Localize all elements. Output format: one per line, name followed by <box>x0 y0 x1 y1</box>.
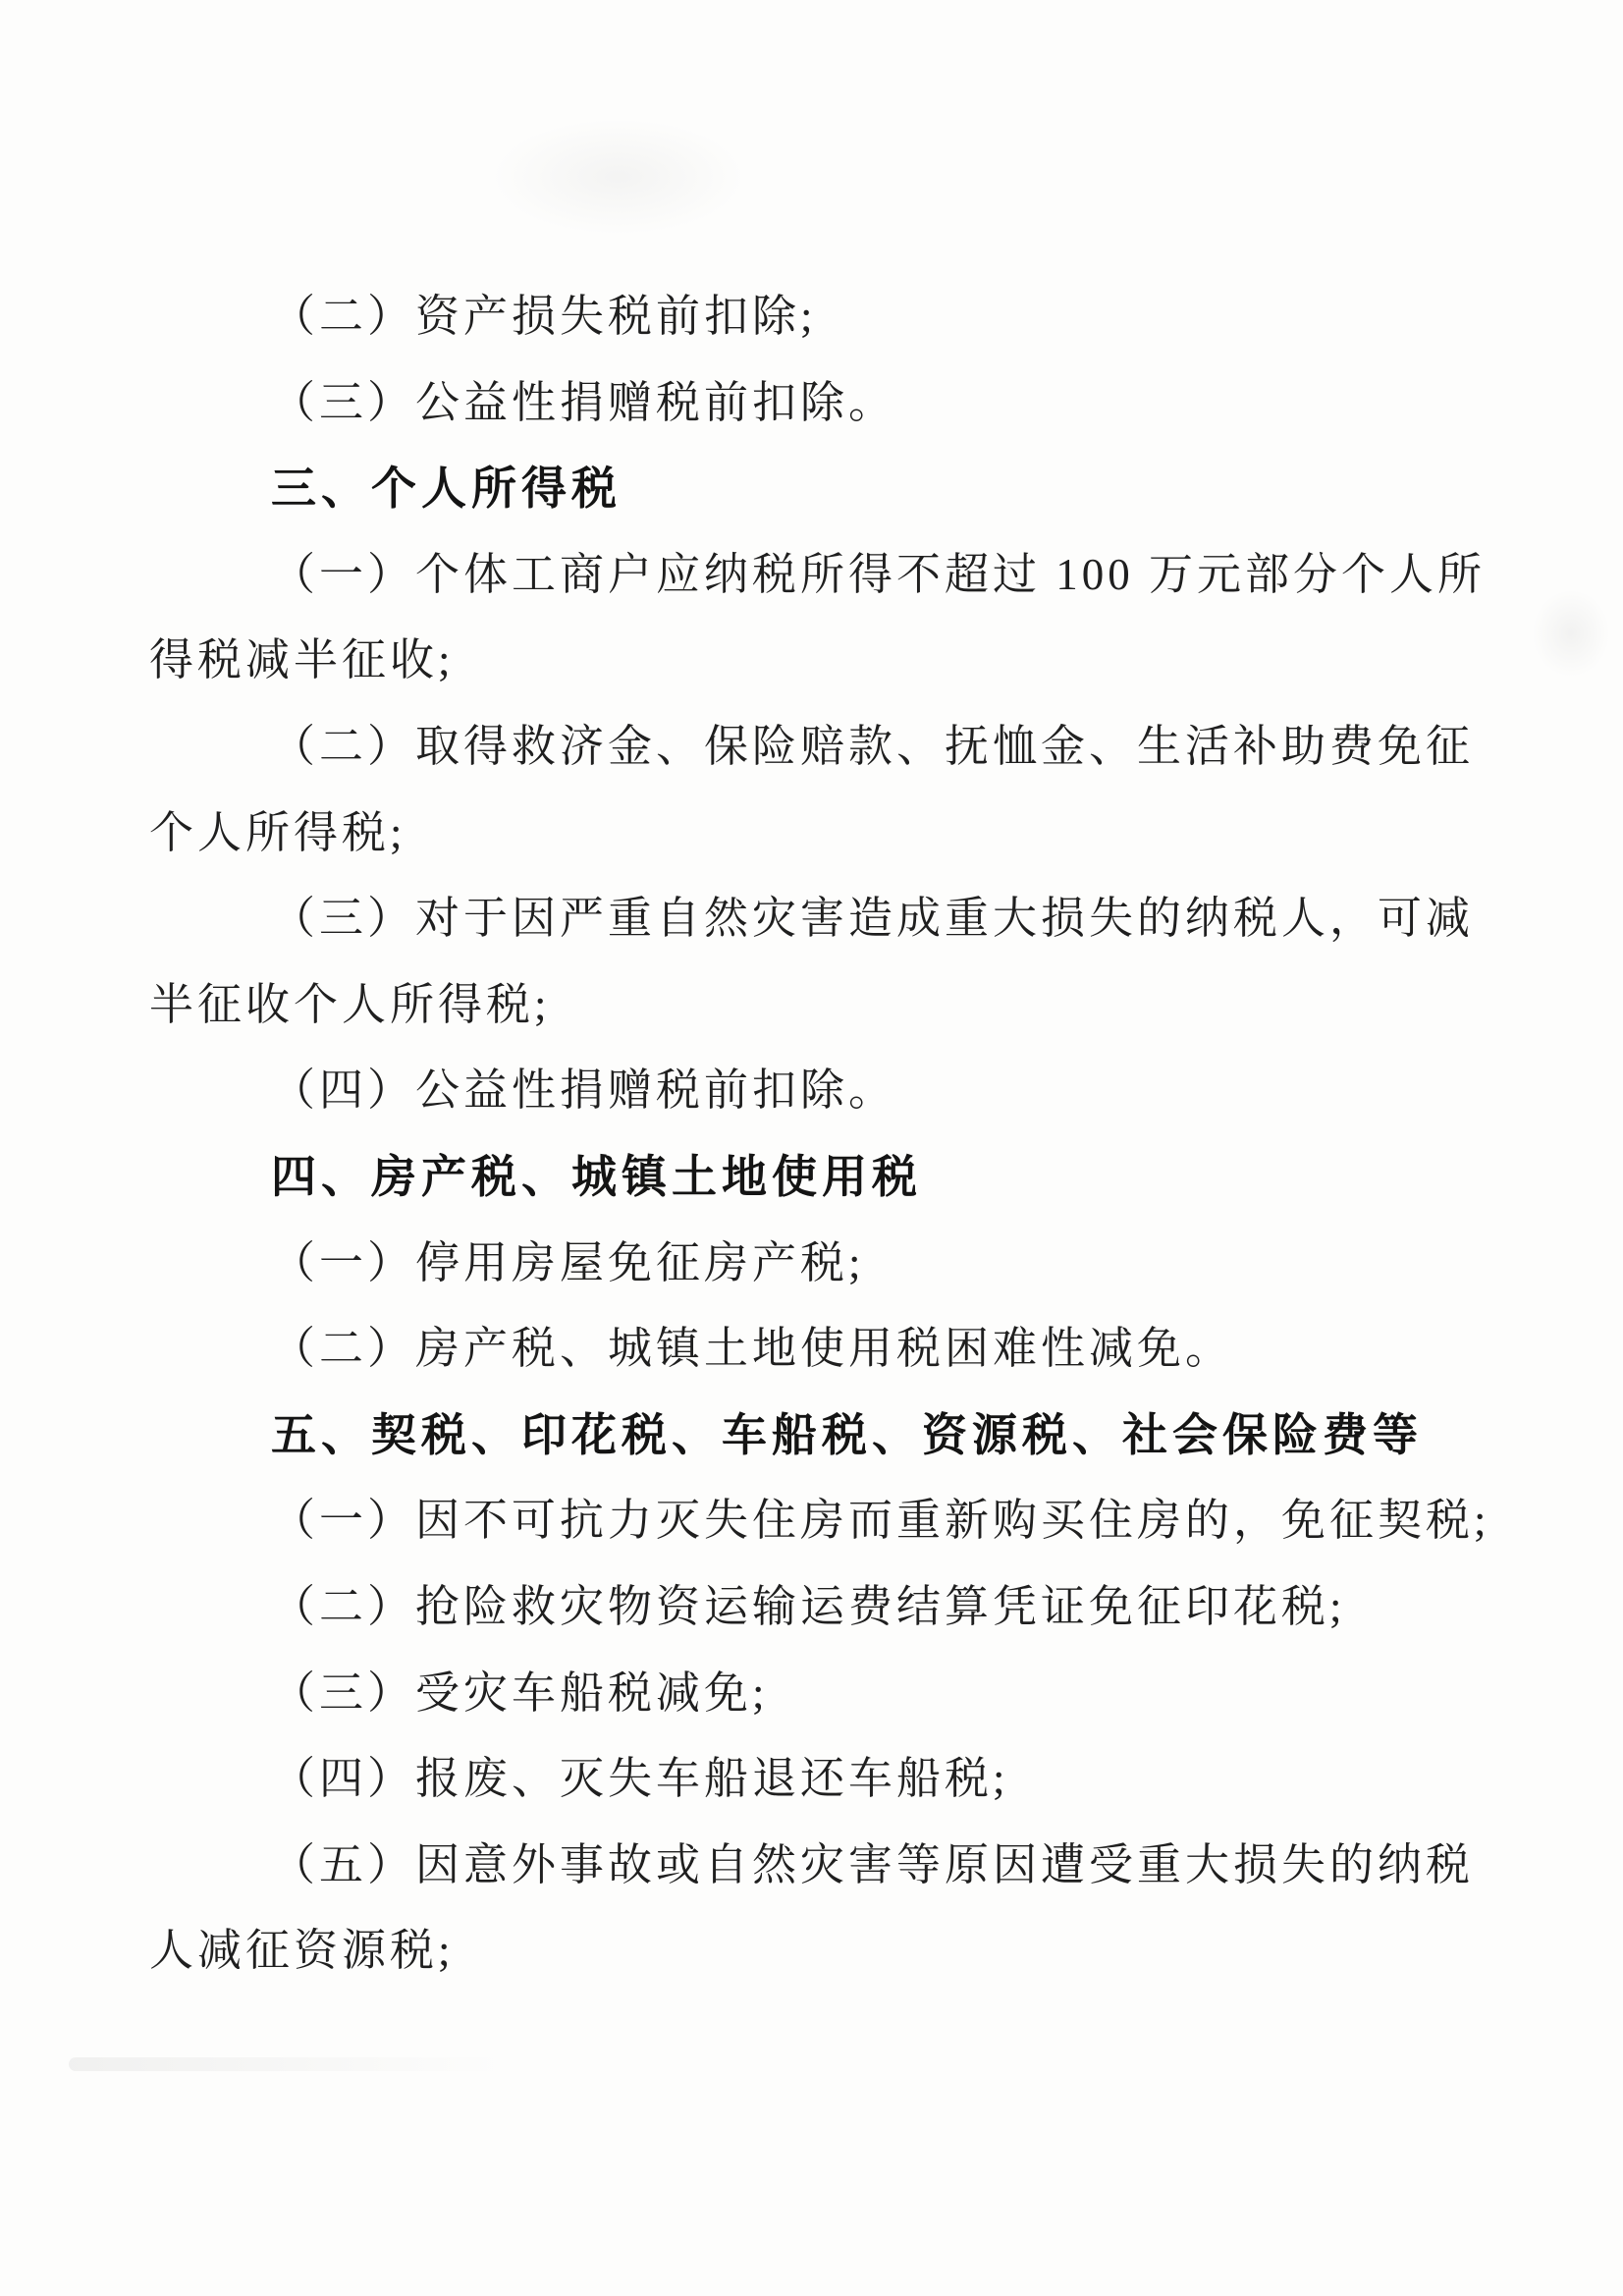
document-line: 人减征资源税; <box>149 1926 455 1976</box>
document-line: （四）公益性捐赠税前扣除。 <box>271 1066 897 1116</box>
document-line: 个人所得税; <box>149 807 406 857</box>
document-line: （二）资产损失税前扣除; <box>271 292 817 341</box>
document-line: （三）受灾车船税减免; <box>271 1667 769 1718</box>
section-heading-property-and-land-tax: 四、房产税、城镇土地使用税 <box>271 1150 922 1202</box>
document-body <box>149 274 1490 1995</box>
document-line: （二）抢险救灾物资运输运费结算凭证免征印花税; <box>271 1581 1346 1631</box>
document-line: （二）取得救济金、保险赔款、抚恤金、生活补助费免征 <box>271 721 1475 771</box>
document-line: 半征收个人所得税; <box>149 979 551 1029</box>
document-line: 得税减半征收; <box>149 635 455 685</box>
scan-smudge <box>1532 589 1610 678</box>
section-heading-other-taxes-and-fees: 五、契税、印花税、车船税、资源税、社会保险费等 <box>271 1408 1423 1460</box>
document-line: （四）报废、灭失车船退还车船税; <box>271 1754 1009 1804</box>
document-line: （一）停用房屋免征房产税; <box>271 1237 865 1287</box>
scan-smudge <box>491 118 746 236</box>
document-line: （二）房产税、城镇土地使用税困难性减免。 <box>271 1324 1234 1374</box>
document-line: （一）因不可抗力灭失住房而重新购买住房的，免征契税; <box>271 1496 1490 1546</box>
scan-smudge <box>69 2057 579 2071</box>
document-line: （一）个体工商户应纳税所得不超过 100 万元部分个人所 <box>271 549 1487 599</box>
document-line: （三）对于因严重自然灾害造成重大损失的纳税人，可减 <box>271 894 1475 944</box>
document-line: （五）因意外事故或自然灾害等原因遭受重大损失的纳税 <box>271 1839 1475 1889</box>
document-line: （三）公益性捐赠税前扣除。 <box>271 377 897 427</box>
section-heading-personal-income-tax: 三、个人所得税 <box>271 463 622 515</box>
